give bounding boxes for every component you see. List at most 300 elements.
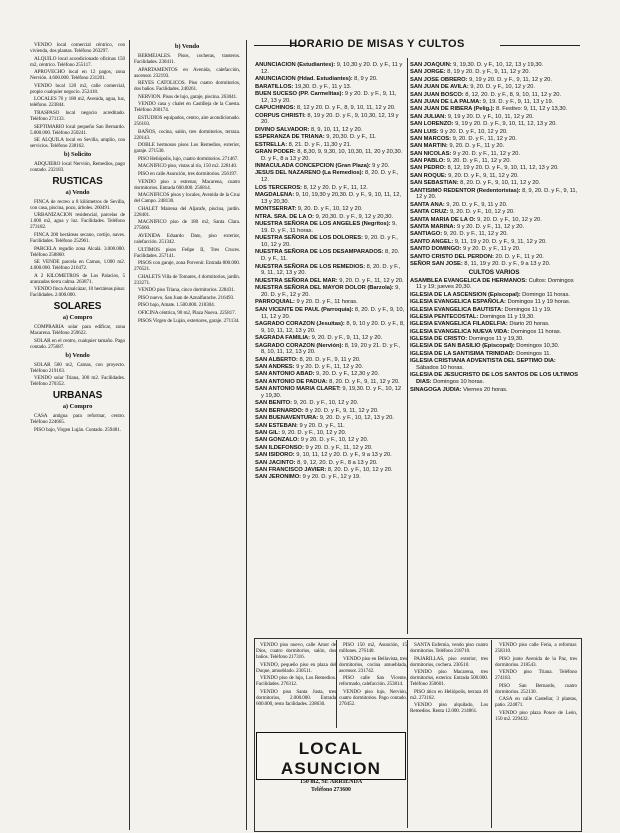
mass-times: 8, 19 y 20. D. y F., 9, 10,30, 12, 19 y 20.	[261, 112, 399, 126]
mass-entry	[255, 214, 405, 221]
mass-entry	[410, 358, 578, 372]
church-name: BUEN SUCESO (PP. Carmelitas):	[255, 90, 345, 97]
mass-entry	[410, 261, 578, 268]
mass-entry	[410, 136, 578, 143]
mass-times: 8. Festivo: 9, 11, 12 y 13,30.	[495, 106, 568, 113]
mass-times: 8, 20. D. y F., 9, 10, 11, 12 y 20.	[261, 306, 405, 320]
mass-times: 8, 20. D. y F., 12.	[261, 170, 399, 184]
church-name: SAN ANDRES:	[255, 364, 297, 371]
mass-times: Domingos 11.	[516, 350, 551, 357]
mass-times: 9, 19,30. D. y F., 10, 12 y 19,30.	[261, 386, 402, 400]
church-name: SANTIAGO:	[410, 231, 444, 238]
mass-times: 9, 20,30. D. y F., 9, 12 y 20,30.	[315, 213, 393, 220]
church-name: SAN ROQUE:	[410, 172, 449, 179]
mass-times: 9, 19. D. y F., 9, 11, 13 y 19.	[482, 98, 554, 105]
mass-times: 8, 20. D. y F., 9, 10, 11, 12 y 20.	[460, 180, 541, 187]
mass-times: 9 y 20. D. y F., 9, 11, 12, 13 y 20.	[261, 90, 397, 104]
mass-entry	[255, 105, 405, 112]
mass-entry	[410, 299, 578, 306]
church-name: CAPUCHINOS:	[255, 105, 297, 112]
mass-times: Domingos 11 horas.	[510, 328, 562, 335]
mass-times: 9, 20. D. y F., 9, 11 y 20.	[446, 201, 508, 208]
mass-entry	[410, 336, 578, 343]
church-name: SAN ISIDORO:	[255, 452, 297, 459]
mass-times: Sábados 10 horas.	[416, 365, 464, 372]
mass-times: 9 y 20. D. y F., 11.	[299, 422, 345, 429]
column-divider	[336, 640, 337, 728]
mass-times: 9, 10, 19,30 y 20,30. D. y F., 9, 10, 11, 12, 13 y 20,30.	[261, 192, 401, 205]
church-name: NUESTRA SEÑORA DE LOS REMEDIOS:	[255, 263, 367, 270]
mass-entry	[255, 467, 405, 474]
mass-times: 9 y 20. D. y F., 11 horas.	[296, 299, 358, 306]
classified-ad: A 2 KILOMETROS de Los Palacios, 5 aranzadas tierra calma. 263871.	[30, 272, 125, 285]
mass-times: 8, 12 y 20. D. y F., 8, 9, 10, 11, 12 y 20.	[296, 105, 396, 112]
church-name: SAN JUAN DE LA PALMA:	[410, 98, 483, 105]
classified-ad: PARCELA regadío zona Alcalá. 3.000.000. Teléfono 258860.	[30, 245, 125, 258]
mass-times: 9, 20. D. y F., 9, 11, 12 y 20.	[448, 172, 519, 179]
classified-ad: SE ALQUILA local en Sevilla, amplio, con servicios. Teléfono 238162.	[30, 137, 125, 150]
mass-entry	[255, 76, 405, 83]
mass-entry	[410, 143, 578, 150]
mass-entry	[410, 173, 578, 180]
classified-ad: BERMEJALES. Pisos, cocheras, trasteros. Facilidades. 230411.	[134, 53, 240, 65]
church-name: SAN ANTONIO ABAD:	[255, 371, 317, 378]
mass-times: 9 y 20.	[372, 163, 390, 170]
classified-ad: PISO ático en Heliópolis, terraza 40 m2. 273162.	[410, 688, 488, 701]
classified-ad: VENDO piso alquilado, Los Remedios. Renta 12.000. 214861.	[410, 702, 488, 715]
mass-times: Domingo 11 horas.	[522, 291, 570, 298]
classified-ad: APARTAMENTOS en Avenida, calefacción, ascensor. 232193.	[134, 66, 240, 79]
classified-ad: VENDO piso Macarena, tres dormitorios, exterior. Entrada 500.000. Teléfono 350601.	[410, 669, 488, 688]
mass-entry	[255, 386, 405, 400]
mass-times: 9, 20. D. y F., 10, 12 y 20.	[297, 206, 363, 213]
mass-times: Cultos: Domingos 11 y 19; jueves 20,30.	[416, 277, 574, 291]
classified-ad: PISO bajo, Amate. 1.500.000. 218304.	[138, 302, 215, 309]
ad-title: LOCAL ASUNCION	[280, 739, 382, 778]
classified-ad: FINCA 200 hectáreas secano, cortijo, naves. Facilidades. Teléfono 252961.	[30, 231, 125, 244]
church-name: SAN NICOLAS:	[410, 150, 453, 157]
section-subheader: a) Compro	[62, 314, 93, 322]
church-name: NUESTRA SEÑORA DE LOS DESAMPARADOS:	[255, 249, 386, 256]
classified-ad: PISO Heliópolis, lujo, cuatro dormitorios. 271467.	[138, 155, 239, 162]
church-name: SAN LORENZO:	[410, 121, 456, 128]
mass-times: Diario 20 horas.	[509, 321, 550, 328]
mass-entry	[410, 224, 578, 231]
classified-ad: VENDO casa y chalet en Castilleja de la Cuesta. Teléfono 260174.	[134, 101, 240, 114]
mass-times: 9, 20. D. y F., 10, 12 y 20.	[281, 430, 347, 437]
church-name: SAN ANTONIO MARIA CLARET:	[255, 386, 343, 393]
classified-ad: VENDO piso lujo, Nervión, cuatro dormitorios. Pago contado. 270452.	[339, 688, 407, 707]
ad-local-asuncion	[256, 732, 406, 793]
church-name: IGLESIA EVANGELICA BAUTISTA:	[410, 306, 505, 313]
church-name: IGLESIA PENTECOSTAL:	[410, 313, 480, 320]
mass-entry	[255, 445, 405, 452]
ad-subtitle: 150 m2, SE ARRIENDA	[299, 779, 363, 785]
mass-entry	[255, 437, 405, 444]
classified-ad: CHALET Mairena del Aljarafe, piscina, jardín. 228401.	[134, 205, 240, 218]
church-name: SINAGOGA JUDIA:	[410, 386, 464, 393]
mass-times: 8, 19 y 20. D. y F., 9, 11, 12 y 20.	[447, 69, 530, 76]
classified-ad: SANTA Eufemia, vendo piso cuatro dormitorios. Teléfono 218710.	[410, 642, 488, 654]
mass-entry	[410, 180, 578, 187]
mass-entry	[255, 343, 405, 357]
mass-entry	[410, 69, 578, 76]
classified-ad: VENDO piso de lujo, Los Remedios. Facilidades. 276312.	[256, 675, 336, 688]
church-name: JESUS DEL NAZARENO (La Remedios):	[255, 170, 365, 177]
mass-times: 8, 8,30, 9, 9,30, 10, 10,30, 11, 20 y 20,30. D. y F., 8 a 13 y 20.	[261, 148, 403, 162]
mass-times: 9, 20. D. y F., 10, 12 y 20.	[470, 84, 535, 91]
church-name: INMACULADA CONCEPCION (Gran Plaza):	[255, 163, 373, 170]
mass-entry	[255, 113, 405, 127]
mass-times: Domingos 11 y 19,30.	[468, 336, 524, 343]
classified-ad: PAJARILLAS, piso exterior, tres dormitorios, cochera. 230510.	[410, 655, 488, 668]
classified-ad: APROVECHO local en 12 pagos, zona Nervión. 4.600.000. Teléfono 231201.	[30, 69, 125, 82]
church-name: GRAN PODER:	[255, 148, 298, 155]
mass-entry	[410, 231, 578, 238]
church-name: ANUNCIACION (Hdad. Estudiantes):	[255, 76, 355, 83]
classified-list	[134, 53, 240, 324]
mass-entry	[255, 192, 405, 206]
classified-ad: VENDO local 120 m2, calle comercial, propio cualquier negocio. 252418.	[30, 82, 125, 95]
classified-ad: VENDO piso Triana, cinco dormitorios. 228431.	[138, 287, 235, 294]
mass-entry	[255, 460, 405, 467]
classified-ad: CHALETS Villa de Tomares, 4 dormitorios, jardín. 233271.	[134, 273, 240, 286]
church-name: NUESTRA SEÑORA DEL MAYOR DOLOR (Barzola):	[255, 285, 396, 292]
mass-entry	[255, 321, 405, 335]
classified-list	[30, 362, 125, 388]
church-name: CORPUS CHRISTI:	[255, 112, 308, 119]
mass-entry	[255, 91, 405, 105]
mass-times: 8, 20. D. y F., 11.	[261, 249, 400, 263]
mass-times: 9, 20. D. y F., 11, 12 y 20.	[446, 158, 511, 165]
church-name: IGLESIA EVANGELICA NUEVA VIDA:	[410, 328, 511, 335]
church-name: SAN MARTIN:	[410, 143, 450, 150]
section-subheader: a) Compro	[62, 403, 93, 411]
mass-entry	[410, 114, 578, 121]
mass-times: 9, 20. D. y F., 10, 12 y 20.	[477, 216, 542, 223]
mass-entry	[410, 202, 578, 209]
mass-entry	[255, 364, 405, 371]
bottom-column-3	[410, 642, 488, 716]
mass-entry	[410, 121, 578, 128]
mass-times: Domingos 10,30.	[516, 343, 560, 350]
mass-times: 9 y 20. D. y F., 11, 12 y 20.	[456, 224, 525, 230]
classified-ad: OFICINA céntrica, 90 m2, Plaza Nueva. 225817.	[138, 310, 236, 317]
classified-ad: VENDO local comercial céntrico, con vivienda, dos plantas. Teléfono 263297.	[30, 42, 125, 54]
mass-entry	[255, 415, 405, 422]
mass-times: 9, 19. D. y F., 11 horas.	[261, 221, 397, 234]
mass-schedule-column-1	[255, 62, 405, 482]
bottom-column-1	[256, 642, 336, 708]
mass-times: 9 y 20. D. y F., 10, 12 y 20.	[300, 437, 369, 444]
mass-entry	[255, 400, 405, 407]
mass-times: 9, 20. D. y F., 10, 12 y 20.	[293, 400, 359, 407]
mass-times: 8, 9 y 20.	[354, 76, 378, 83]
mass-entry	[410, 84, 578, 91]
mass-times: 9 y 20. D. y F., 11 y 20.	[462, 246, 521, 253]
mass-entry	[255, 423, 405, 430]
church-name: IGLESIA DE LA SANTISIMA TRINIDAD:	[410, 350, 517, 357]
classified-ad: MAGNIFICOS pisos y locales, Avenida de la Cruz del Campo. 248130.	[134, 192, 240, 205]
mass-times: 8 y 20. D. y F., 9, 11, 12 y 20.	[305, 407, 379, 414]
mass-list	[410, 62, 578, 268]
mass-entry	[255, 379, 405, 386]
mass-entry	[410, 321, 578, 328]
church-name: SANTO ANGEL:	[410, 238, 455, 245]
section-subheader: b) Solicito	[63, 150, 92, 158]
church-name: SAN ALBERTO:	[255, 356, 300, 363]
mass-times: 9, 20. D. y F., 12 y 20.	[261, 285, 400, 298]
mass-entry	[255, 307, 405, 321]
mass-entry	[410, 151, 578, 158]
classified-ad: PISO calle San Vicente, reformado, calefacción. 253814.	[339, 675, 407, 688]
mass-entry	[255, 142, 405, 149]
mass-times: 9, 20,30. D. y F., 11.	[326, 134, 377, 141]
mass-entry	[255, 264, 405, 278]
classifieds-column-1	[30, 42, 125, 434]
section-subheader: b) Vendo	[174, 43, 200, 50]
ad-phone: Teléfono 273600	[311, 786, 351, 793]
mass-times: 9 y 20. D. y F., 11, 12 y 20.	[452, 150, 520, 157]
church-name: SANTA ANA:	[410, 201, 447, 208]
section-header-solares: SOLARES	[53, 301, 102, 313]
classified-ad: PISOS Virgen de Luján, exteriores, garaje. 271134.	[138, 317, 240, 324]
mass-times: 9 y 20. D. y F., 10, 12 y 20.	[440, 128, 508, 135]
classified-ad: SOLAR en el centro, cualquier tamaño. Pago contado. 275687.	[30, 337, 125, 350]
mass-entry	[410, 188, 578, 202]
church-name: IGLESIA DE LA ASCENSION (Episcopal):	[410, 291, 523, 298]
mass-times: 8, 12, 19 y 20. D. y F., 9, 10, 11, 12, 13 y 20.	[447, 165, 559, 172]
church-name: LOS TERCEROS:	[255, 184, 304, 191]
bottom-column-2	[339, 642, 407, 708]
church-name: PARROQUIAL:	[255, 299, 297, 306]
column-divider	[491, 640, 492, 828]
mass-times: 8, 9, 10, 11, 12 y 20.	[310, 126, 363, 133]
church-name: SAN JUAN BOSCO:	[410, 91, 466, 98]
church-name: SAN SEBASTIAN:	[410, 180, 461, 187]
church-name: SAN ANTONIO DE PADUA:	[255, 378, 330, 385]
section-header-rusticas: RUSTICAS	[52, 175, 103, 187]
church-name: SAN BERNARDO:	[255, 407, 306, 414]
mass-entry	[255, 430, 405, 437]
classified-ad: MAGNIFICO piso de 180 m2, Santa Clara. 275660.	[134, 219, 240, 232]
classified-list	[30, 161, 125, 173]
mass-entry	[410, 314, 578, 321]
mass-entry	[410, 387, 578, 394]
mass-times: 8, 20. D. y F., 9, 11, 12, 13 y 20.	[261, 263, 401, 277]
mass-entry	[410, 209, 578, 216]
classified-ad: VENDO, pequeño piso en plaza del Duque, amueblado. 230511.	[256, 661, 336, 674]
church-name: DIVINO SALVADOR:	[255, 126, 311, 133]
mass-times: 9, 10,30 y 20. D. y F., 11 y 12.	[261, 62, 403, 75]
mass-times: 9, 19 y 20. D. y F., 9, 10, 11, 12, 13 y 20.	[455, 121, 557, 128]
classified-ad: VENDO piso calle Feria, a reformar. 258310.	[495, 642, 577, 654]
mass-times: 9, 20. D. y F., 10, 12 y 20.	[261, 235, 398, 249]
church-name: SAN GIL:	[255, 430, 282, 437]
church-name: SAN GONZALO:	[255, 437, 301, 444]
church-name: IGLESIA DE JESUCRISTO DE LOS SANTOS DE LOS ULTIMOS DIAS:	[410, 372, 578, 386]
classified-ad: CASA antigua para reformar, centro. Teléfono 224665.	[30, 413, 125, 426]
classified-ad: ALQUILO local acondicionado oficinas 150 m2, céntrico. Teléfono 255117.	[30, 55, 125, 68]
church-name: MONTSERRAT:	[255, 206, 298, 213]
classified-ad: LOCALES 76 y 180 m2, Avenida, agua, luz, teléfono. 223844.	[30, 96, 125, 109]
bottom-column-4	[495, 642, 577, 724]
classified-ad: TRASPASO local negocio acreditado. Teléfono 271133.	[30, 109, 125, 122]
church-name: SAN JULIAN:	[410, 113, 448, 120]
mass-entry	[255, 474, 405, 481]
column-divider	[246, 40, 247, 830]
classified-ad: MAGNIFICO piso, vistas al río, 150 m2. 228140.	[138, 163, 238, 170]
church-name: SANTA MARIA DE LA O:	[410, 216, 478, 223]
church-name: SAN PABLO:	[410, 158, 447, 165]
church-name: BARATILLOS:	[255, 83, 295, 90]
mass-entry	[410, 99, 578, 106]
church-name: ESPERANZA DE TRIANA:	[255, 134, 327, 141]
classified-list	[30, 413, 125, 433]
classified-ad: PISOS con garaje, zona Porvenir. Entrada 800.000. 270521.	[134, 260, 240, 273]
mass-times: 9 y 20. D. y F., 12 y 19.	[302, 474, 361, 481]
mass-times: 8, 20. D. y F., 10, 12 y 20.	[327, 466, 393, 473]
church-name: ASAMBLEA EVANGELICA DE HERMANOS:	[410, 277, 529, 284]
classified-ad: PISO nuevo, San Juan de Aznalfarache. 216493.	[138, 294, 235, 301]
church-name: SAN JORGE:	[410, 69, 448, 76]
mass-entry	[255, 299, 405, 306]
classified-ad: SOLAR 500 m2, Camas, con proyecto. Teléfono 219163.	[30, 361, 125, 374]
mass-times: Viernes 20 horas.	[463, 386, 508, 393]
mass-entry	[255, 335, 405, 342]
mass-entry	[255, 278, 405, 285]
classified-list	[30, 42, 125, 149]
classified-ad: COMPRARIA solar para edificar, zona Macarena. Teléfono 259622.	[30, 324, 125, 337]
section-header-urbanas: URBANAS	[52, 390, 103, 402]
mass-entry	[255, 371, 405, 378]
mass-times: 8, 9, 20. D. y F., 9, 11, 12 y 20.	[416, 187, 578, 201]
page-title: HORARIO DE MISAS Y CULTOS	[289, 38, 465, 50]
mass-times: 8, 12 y 20. D. y F., 11, 12.	[303, 184, 368, 191]
mass-times: 8, 21. D. y F., 11,30 y 21.	[288, 141, 352, 148]
mass-entry	[255, 84, 405, 91]
mass-times: Domingos 11 y 19,30.	[479, 313, 535, 320]
church-name: SAN ESTEBAN:	[255, 422, 300, 429]
mass-entry	[255, 452, 405, 459]
church-name: NUESTRA SEÑORA DE LOS DOLORES:	[255, 235, 365, 242]
classified-ad: VENDO piso a estrenar, Macarena, cuatro dormitorios. Entrada 600.000. 256814.	[134, 178, 240, 191]
mass-times: 8, 19, 20 y 21. D. y F., 8, 10, 11, 12, 13 y 20.	[261, 342, 400, 356]
mass-times: 8, 20. D. y F., 9, 11 y 20.	[299, 356, 361, 363]
church-name: SANTA MARINA:	[410, 224, 457, 230]
church-name: SAN LUIS:	[410, 128, 441, 135]
classified-ad: VENDO piso Triana. Teléfono 274183.	[495, 669, 577, 682]
mass-times: Domingos 11 y 19.	[504, 306, 552, 313]
title-rule-right	[500, 45, 580, 46]
mass-entry	[410, 129, 578, 136]
classifieds-column-2	[134, 42, 240, 325]
mass-entry	[410, 351, 578, 358]
church-name: SAN VICENTE DE PAUL (Parroquia):	[255, 306, 355, 313]
mass-entry	[255, 357, 405, 364]
church-name: SAN FRANCISCO JAVIER:	[255, 466, 328, 473]
mass-entry	[410, 106, 578, 113]
classified-ad: VENDO solar Triana, 300 m2. Facilidades. Teléfono 270352.	[30, 375, 125, 388]
classified-ad: PISO 150 m2, Asunción, 15 millones. 276140.	[339, 642, 407, 654]
mass-entry	[255, 170, 405, 184]
church-name: NUESTRA SEÑORA DE LOS ANGELES (Negritos):	[255, 221, 393, 228]
mass-entry	[410, 165, 578, 172]
church-name: IGLESIA EVANGELICA ESPAÑOLA:	[410, 299, 508, 306]
church-name: SAN JUAN DE RIBERA (Pelig.):	[410, 106, 496, 113]
classified-ad: PISO San Bernardo, cuatro dormitorios. 252130.	[495, 682, 577, 695]
church-name: SAGRADO CORAZON (Nervión):	[255, 342, 345, 349]
church-name: SAN ILDEFONSO:	[255, 444, 306, 451]
mass-times: 8, 9, 10 y 20. D. y F., 8, 9, 10, 11, 12, 13 y 20.	[261, 320, 405, 334]
church-name: SAN JACINTO:	[255, 459, 298, 466]
classified-ad: BAÑOS, cocina, salón, tres dormitorios, terraza. 220143.	[134, 128, 240, 141]
mass-entry	[410, 254, 578, 261]
mass-entry	[255, 185, 405, 192]
church-name: SANTA CRUZ:	[410, 209, 450, 216]
church-name: IGLESIA EVANGELICA FILADELFIA:	[410, 321, 510, 328]
classified-ad: ESTUDIOS equipados, centro, aire acondicionado. 256103.	[134, 114, 240, 127]
classified-list	[30, 324, 125, 350]
mass-entry	[255, 127, 405, 134]
classified-ad: AVENIDA Eduardo Dato, piso exterior, calefacción. 251342.	[134, 232, 240, 245]
mass-entry	[410, 278, 578, 292]
mass-times: 9, 10, 11, 12 y 20. D. y F., 9 a 13 y 20.	[296, 452, 392, 459]
mass-entry	[255, 149, 405, 163]
mass-entry	[255, 408, 405, 415]
church-name: NTRA. SRA. DE LA O:	[255, 213, 316, 220]
mass-times: 9, 20. D. y F., 10, 12, 13 y 20.	[319, 415, 394, 422]
mass-entry	[410, 329, 578, 336]
mass-entry	[410, 92, 578, 99]
mass-entry	[410, 217, 578, 224]
mass-entry	[255, 134, 405, 141]
mass-times: 8, 12, 20. D. y F., 8, 9, 10, 11, 12 y 20.	[465, 91, 562, 98]
mass-times: 9, 20. D. y F., 10, 12 y 20.	[449, 209, 515, 216]
mass-entry	[255, 62, 405, 76]
mass-times: Domingos 10 horas.	[433, 379, 485, 386]
church-name: NUESTRA SEÑORA DEL MAR:	[255, 277, 340, 284]
mass-entry	[255, 221, 405, 235]
classified-ad: VENDO piso Santa Justa, tres dormitorios, 2.000.000. Entrada 600.000, resto facilidades. 238630.	[256, 688, 336, 707]
mass-times: 19,30. D. y F., 11 y 13.	[294, 83, 352, 90]
church-name: SAN MARCOS:	[410, 135, 453, 142]
church-name: SEÑOR SAN JOSE:	[410, 260, 465, 267]
classified-ad: PISO junto Avenida de la Paz, tres dormitorios. 218543.	[495, 655, 577, 668]
mass-times: 8, 11, 19 y 20. D. y F., 9 a 13 y 20.	[464, 260, 551, 267]
classified-ad: NERVION. Pisos de lujo, garaje, piscina. 263041.	[138, 93, 238, 100]
church-name: IGLESIA CRISTIANA ADVENTISTA DEL SEPTIMO DIA:	[410, 358, 556, 365]
mass-entry	[410, 246, 578, 253]
church-name: SANTISIMO REDENTOR (Redentoristas):	[410, 187, 523, 194]
mass-entry	[410, 372, 578, 386]
classified-ad: VENDO piso nuevo, calle Amor de Dios, cuatro dormitorios, salón, dos baños. Teléfono 217316.	[256, 642, 336, 660]
mass-times: 8, 20. D. y F., 9, 11, 12 y 20.	[329, 378, 400, 385]
mass-entry	[255, 249, 405, 263]
classified-ad: VENDO piso plaza Ponce de León, 150 m2. 229432.	[495, 709, 577, 722]
mass-times: 9, 20. D. y F., 12,30 y 20.	[316, 371, 380, 378]
classified-ad: PISO en calle Asunción, tres dormitorios. 256197.	[138, 170, 238, 177]
classified-list	[30, 199, 125, 299]
mass-times: 9, 20. D. y F., 11, 12 y 20.	[443, 231, 508, 238]
church-name: SAN JERONIMO:	[255, 474, 303, 481]
church-name: SANTO CRISTO DEL PERDON:	[410, 253, 496, 260]
mass-entry	[255, 163, 405, 170]
classified-ad: FINCA de recreo a 8 kilómetros de Sevilla, con casa, piscina, pozo, árboles. 260491.	[30, 198, 125, 211]
mass-entry	[255, 285, 405, 299]
mass-times: 8, 9, 12, 20. D. y F., 8 a 13 y 20.	[297, 459, 378, 466]
mass-entry	[410, 292, 578, 299]
